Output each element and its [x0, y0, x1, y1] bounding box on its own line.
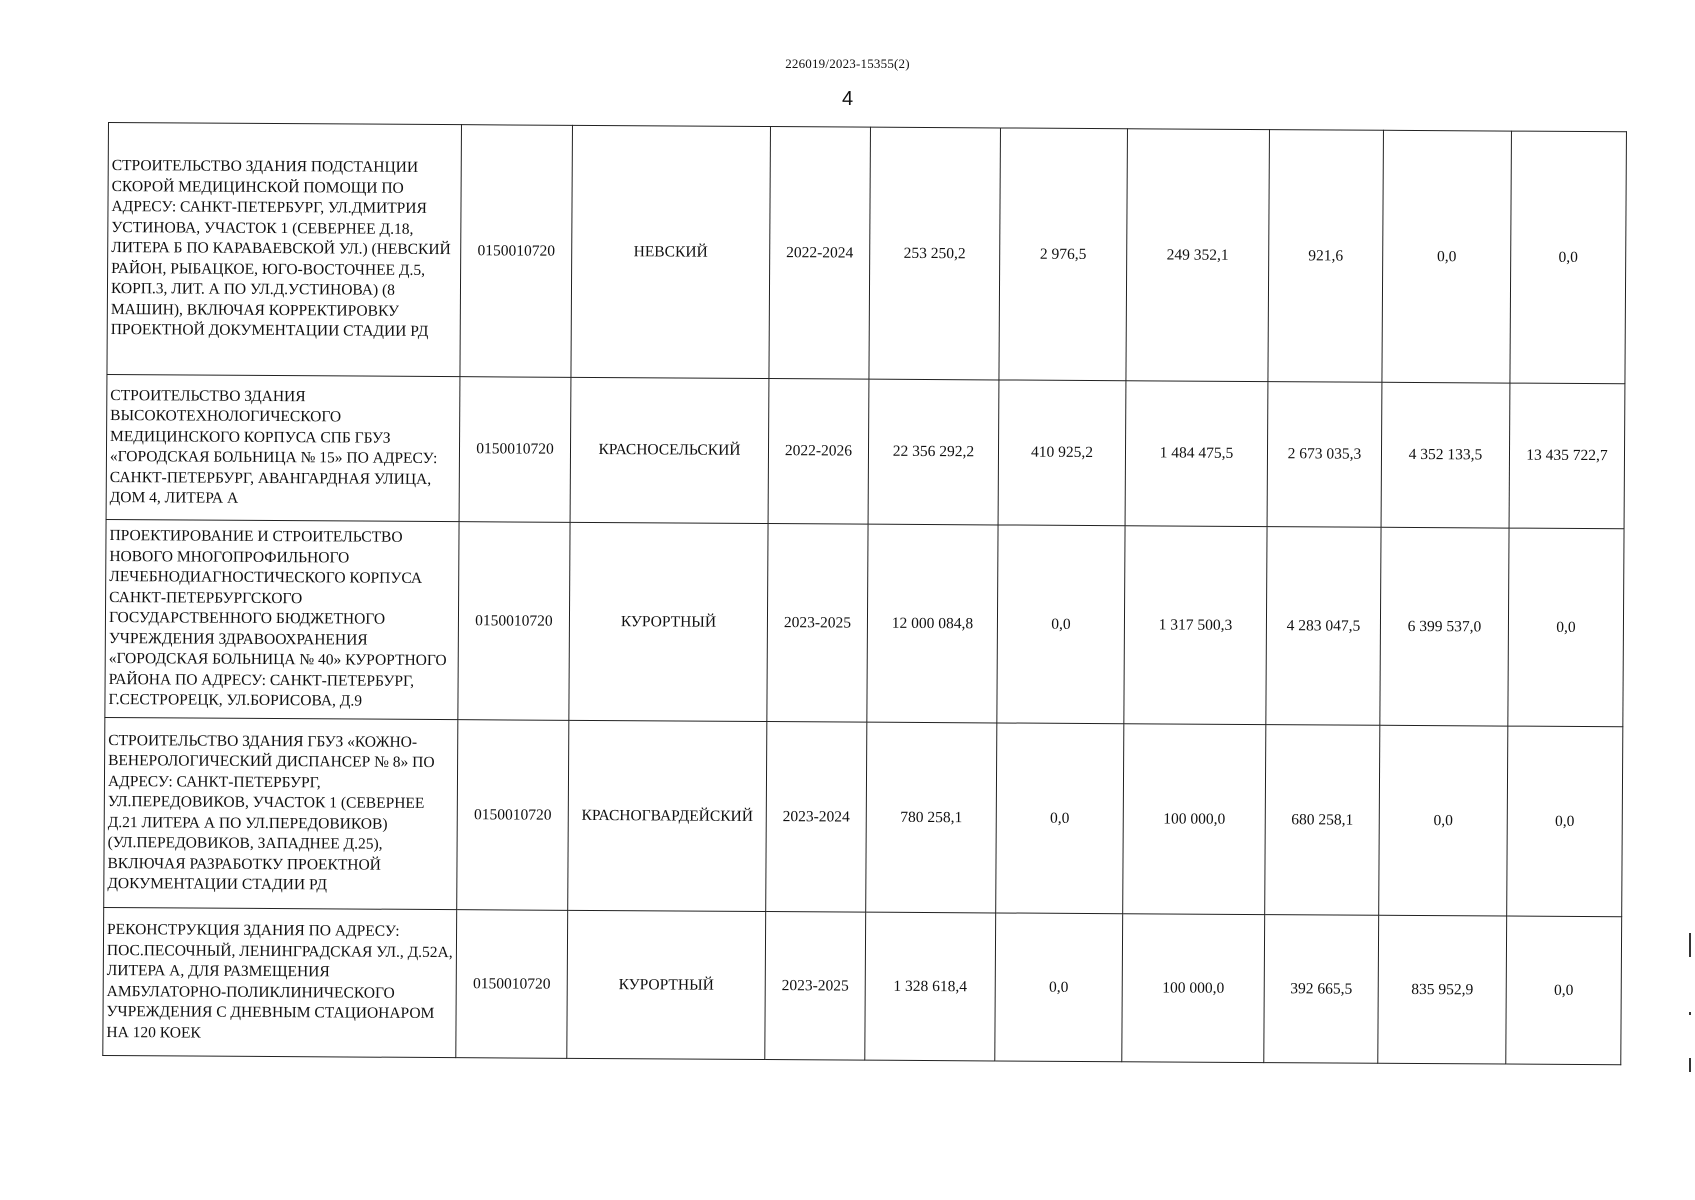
value-cell: 1 317 500,3 — [1124, 526, 1267, 725]
district-cell: КУРОРТНЫЙ — [569, 522, 768, 721]
table-row — [103, 907, 1622, 1064]
period-cell: 2023-2025 — [765, 912, 866, 1061]
district-cell: КРАСНОГВАРДЕЙСКИЙ — [568, 720, 767, 911]
value-cell: 249 352,1 — [1126, 129, 1270, 382]
value-cell: 0,0 — [997, 525, 1125, 724]
value-cell: 0,0 — [1379, 725, 1508, 916]
total-cell: 1 328 618,4 — [865, 912, 996, 1061]
period-cell: 2022-2026 — [768, 379, 869, 525]
value-cell: 4 352 133,5 — [1381, 382, 1510, 528]
value-cell: 921,6 — [1268, 130, 1384, 383]
total-cell: 253 250,2 — [869, 127, 1001, 380]
value-cell: 392 665,5 — [1264, 915, 1379, 1064]
value-cell: 100 000,0 — [1122, 914, 1265, 1063]
value-cell: 1 484 475,5 — [1125, 381, 1268, 527]
project-name-cell: ПРОЕКТИРОВАНИЕ И СТРОИТЕЛЬСТВО НОВОГО МНОГОПРОФИЛЬНОГО ЛЕЧЕБНОДИАГНОСТИЧЕСКОГО КОРПУСА САНКТ-ПЕТЕРБУРГСКОГО ГОСУДАРСТВЕННОГО БЮДЖЕТНОГО УЧРЕЖДЕНИЯ ЗДРАВООХРАНЕНИЯ «ГОРОДСКАЯ БОЛЬНИЦА № 40» КУРОРТНОГО РАЙОНА ПО АДРЕСУ: САНКТ-ПЕТЕРБУРГ, Г.СЕСТРОРЕЦК, УЛ.БОРИСОВА, Д.9 — [105, 519, 459, 719]
value-cell: 0,0 — [995, 913, 1123, 1062]
scan-mark — [1689, 933, 1691, 957]
code-cell: 0150010720 — [457, 720, 569, 911]
value-cell: 0,0 — [1510, 131, 1627, 384]
value-cell: 680 258,1 — [1265, 725, 1380, 916]
code-cell: 0150010720 — [458, 522, 570, 721]
project-name-cell: СТРОИТЕЛЬСТВО ЗДАНИЯ ГБУЗ «КОЖНО-ВЕНЕРОЛОГИЧЕСКИЙ ДИСПАНСЕР № 8» ПО АДРЕСУ: САНКТ-ПЕТЕРБУРГ, УЛ.ПЕРЕДОВИКОВ, УЧАСТОК 1 (СЕВЕРНЕЕ Д.21 ЛИТЕРА А ПО УЛ.ПЕРЕДОВИКОВ) (УЛ.ПЕРЕДОВИКОВ, ЗАПАДНЕЕ Д.25), ВКЛЮЧАЯ РАЗРАБОТКУ ПРОЕКТНОЙ ДОКУМЕНТАЦИИ СТАДИИ РД — [104, 717, 458, 909]
value-cell: 6 399 537,0 — [1380, 527, 1509, 726]
scan-mark — [1689, 1012, 1691, 1015]
period-cell: 2023-2025 — [767, 524, 868, 723]
total-cell: 12 000 084,8 — [867, 524, 998, 723]
value-cell: 0,0 — [996, 723, 1124, 914]
value-cell: 2 673 035,3 — [1267, 382, 1382, 528]
value-cell: 0,0 — [1507, 726, 1623, 917]
code-cell: 0150010720 — [460, 125, 573, 378]
value-cell: 100 000,0 — [1123, 724, 1266, 915]
project-name-cell: РЕКОНСТРУКЦИЯ ЗДАНИЯ ПО АДРЕСУ: ПОС.ПЕСОЧНЫЙ, ЛЕНИНГРАДСКАЯ УЛ., Д.52А, ЛИТЕРА А, ДЛЯ РАЗМЕЩЕНИЯ АМБУЛАТОРНО-ПОЛИКЛИНИЧЕСКОГО УЧРЕЖДЕНИЯ С ДНЕВНЫМ СТАЦИОНАРОМ НА 120 КОЕК — [103, 907, 457, 1057]
value-cell: 410 925,2 — [998, 380, 1126, 526]
value-cell: 0,0 — [1382, 130, 1512, 383]
table-row — [107, 123, 1627, 384]
value-cell: 0,0 — [1506, 916, 1622, 1065]
district-cell: НЕВСКИЙ — [571, 125, 771, 378]
scan-mark — [1689, 1058, 1691, 1072]
table-row — [106, 374, 1625, 528]
code-cell: 0150010720 — [456, 910, 568, 1059]
value-cell: 13 435 722,7 — [1509, 383, 1625, 529]
district-cell: КУРОРТНЫЙ — [567, 910, 766, 1059]
district-cell: КРАСНОСЕЛЬСКИЙ — [570, 377, 769, 523]
projects-table — [102, 122, 1627, 1065]
total-cell: 780 258,1 — [866, 722, 997, 913]
page-number: 4 — [841, 88, 854, 110]
table-row — [105, 519, 1624, 726]
value-cell: 4 283 047,5 — [1266, 527, 1381, 726]
value-cell: 2 976,5 — [999, 128, 1128, 381]
period-cell: 2022-2024 — [769, 127, 871, 380]
table-row — [104, 717, 1623, 916]
total-cell: 22 356 292,2 — [868, 379, 999, 525]
document-number: 226019/2023-15355(2) — [785, 56, 910, 71]
project-name-cell: СТРОИТЕЛЬСТВО ЗДАНИЯ ВЫСОКОТЕХНОЛОГИЧЕСКОГО МЕДИЦИНСКОГО КОРПУСА СПБ ГБУЗ «ГОРОДСКАЯ БОЛЬНИЦА № 15» ПО АДРЕСУ: САНКТ-ПЕТЕРБУРГ, АВАНГАРДНАЯ УЛИЦА, ДОМ 4, ЛИТЕРА А — [106, 374, 460, 521]
period-cell: 2023-2024 — [766, 722, 867, 913]
code-cell: 0150010720 — [459, 377, 571, 523]
project-name-cell: СТРОИТЕЛЬСТВО ЗДАНИЯ ПОДСТАНЦИИ СКОРОЙ МЕДИЦИНСКОЙ ПОМОЩИ ПО АДРЕСУ: САНКТ-ПЕТЕРБУРГ, УЛ.ДМИТРИЯ УСТИНОВА, УЧАСТОК 1 (СЕВЕРНЕЕ Д.18, ЛИТЕРА Б ПО КАРАВАЕВСКОЙ УЛ.) (НЕВСКИЙ РАЙОН, РЫБАЦКОЕ, ЮГО-ВОСТОЧНЕЕ Д.5, КОРП.3, ЛИТ. А ПО УЛ.Д.УСТИНОВА) (8 МАШИН), ВКЛЮЧАЯ КОРРЕКТИРОВКУ ПРОЕКТНОЙ ДОКУМЕНТАЦИИ СТАДИИ РД — [107, 123, 462, 377]
value-cell: 835 952,9 — [1378, 915, 1507, 1064]
value-cell: 0,0 — [1508, 528, 1624, 727]
